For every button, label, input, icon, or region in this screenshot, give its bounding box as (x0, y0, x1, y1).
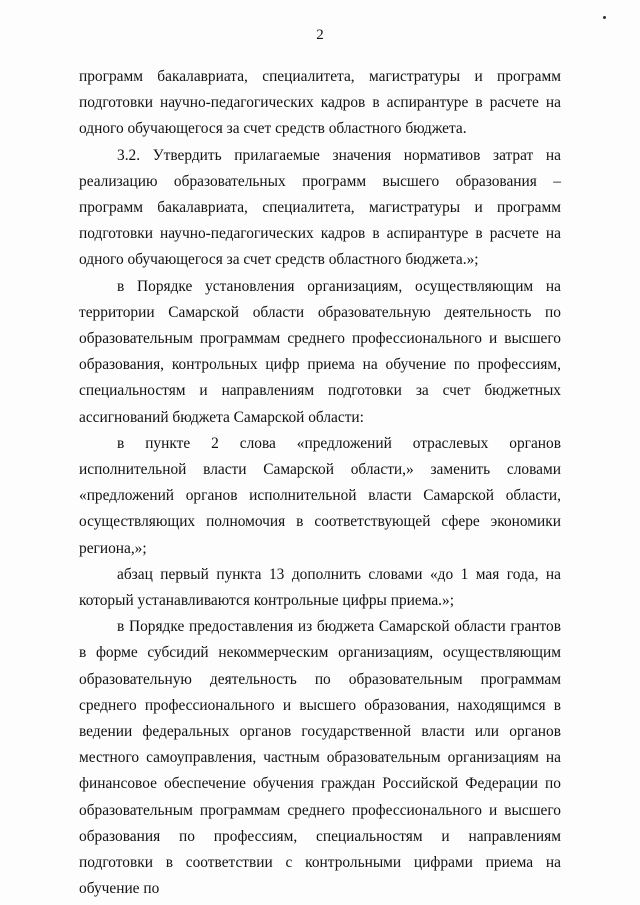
paragraph-punkt-2: в пункте 2 слова «предложений отраслевых органов исполнительной власти Самарской области,» заменить словами «предложений органов исполнительной власти Самарской области, осуществляющих полномочия в соответствующей сфере экономики региона,»; (79, 434, 561, 557)
scan-speck (603, 16, 606, 19)
paragraph-poryadok-ustanovleniya: в Порядке установления организациям, осуществляющим на территории Самарской области образовательную деятельность по образовательным программам среднего профессионального и высшего образования, контрольных цифр приема на обучение по профессиям, специальностям и направлениям подготовки за счет бюджетных ассигнований бюджета Самарской области: (79, 277, 561, 426)
paragraph-poryadok-predostavleniya: в Порядке предоставления из бюджета Самарской области грантов в форме субсидий некоммерческим организациям, осуществляющим образовательную деятельность по образовательным программам среднего профессионального и высшего образования, находящимся в ведении федеральных органов государственной власти или органов местного самоуправления, частным образовательным организациям на финансовое обеспечение обучения граждан Российской Федерации по образовательным программам среднего профессионального и высшего образования по профессиям, специальностям и направлениям подготовки в соответствии с контрольными цифрами приема на обучение по (79, 618, 561, 898)
paragraph-3-2: 3.2. Утвердить прилагаемые значения нормативов затрат на реализацию образовательных программ высшего образования – программ бакалавриата, специалитета, магистратуры и программ подготовки научно-педагогических кадров в аспирантуре в расчете на одного обучающегося за счет средств областного бюджета.»; (79, 146, 561, 269)
paragraph-continuation: программ бакалавриата, специалитета, магистратуры и программ подготовки научно-педагогических кадров в аспирантуре в расчете на одного обучающегося за счет средств областного бюджета. (79, 68, 561, 138)
document-body (79, 64, 561, 903)
page-number: 2 (316, 27, 324, 43)
paragraph-punkt-13: абзац первый пункта 13 дополнить словами «до 1 мая года, на который устанавливаются контрольные цифры приема.»; (79, 565, 561, 610)
